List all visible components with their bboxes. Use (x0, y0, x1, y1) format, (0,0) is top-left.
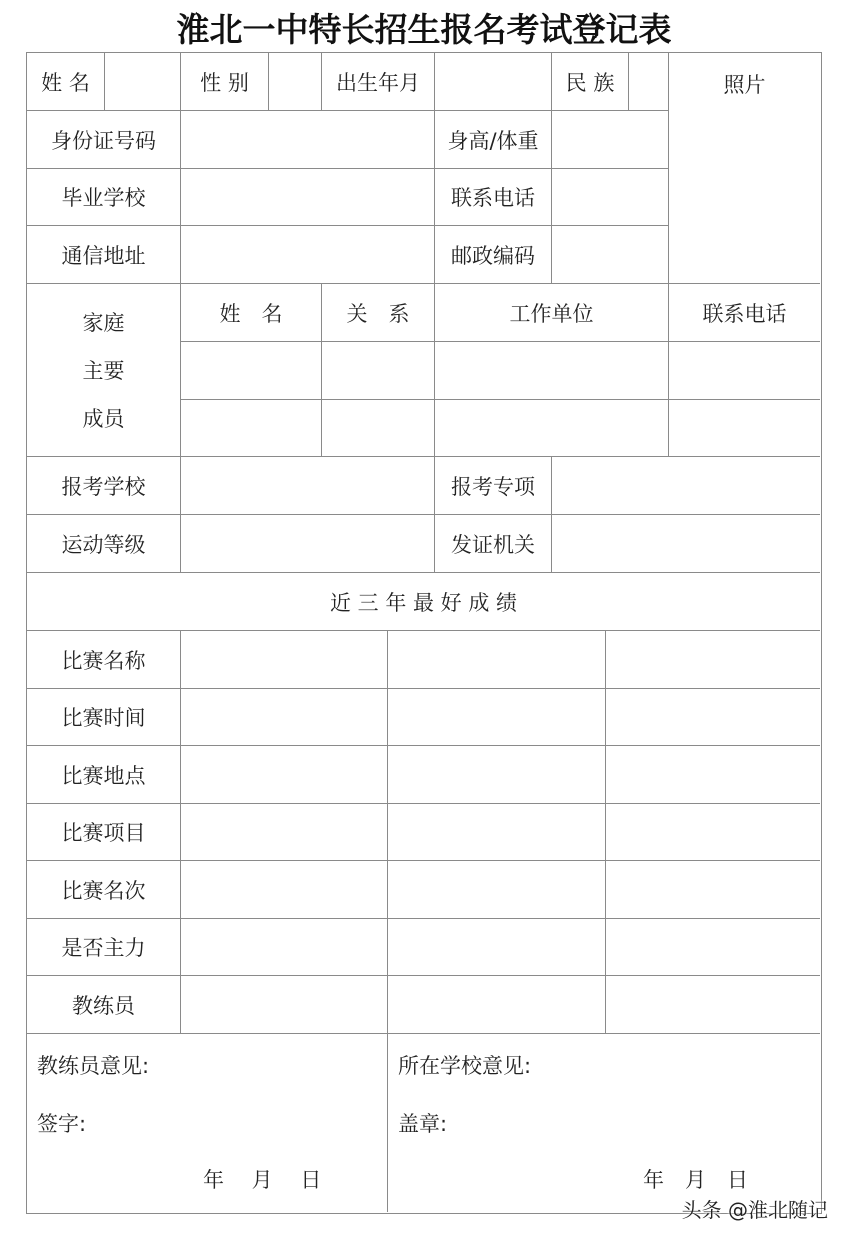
family-2-relation[interactable] (322, 400, 435, 457)
issuer-field[interactable] (552, 515, 820, 573)
result-coach-2[interactable] (388, 976, 606, 1034)
family-1-phone[interactable] (669, 342, 820, 400)
birth-field[interactable] (435, 53, 552, 111)
result-label-main-player: 是否主力 (27, 919, 181, 976)
apply-school-label: 报考学校 (27, 457, 181, 515)
family-2-phone[interactable] (669, 400, 820, 457)
name-label: 姓 名 (27, 53, 105, 111)
result-event-3[interactable] (606, 804, 820, 861)
coach-sign-label: 签字: (37, 1112, 87, 1136)
family-label-line-2: 主要 (82, 359, 125, 383)
result-main-player-2[interactable] (388, 919, 606, 976)
apply-school-field[interactable] (181, 457, 435, 515)
result-rank-3[interactable] (606, 861, 820, 919)
phone-field[interactable] (552, 169, 669, 226)
apply-specialty-label: 报考专项 (435, 457, 552, 515)
id-field[interactable] (181, 111, 435, 169)
result-coach-1[interactable] (181, 976, 388, 1034)
result-location-3[interactable] (606, 746, 820, 804)
family-2-name[interactable] (181, 400, 322, 457)
result-main-player-3[interactable] (606, 919, 820, 976)
result-rank-1[interactable] (181, 861, 388, 919)
height-weight-label: 身高/体重 (435, 111, 552, 169)
apply-specialty-field[interactable] (552, 457, 820, 515)
issuer-label: 发证机关 (435, 515, 552, 573)
postcode-label: 邮政编码 (435, 226, 552, 284)
coach-opinion-title: 教练员意见: (37, 1054, 150, 1078)
result-event-1[interactable] (181, 804, 388, 861)
name-field[interactable] (105, 53, 181, 111)
coach-date: 年 月 日 (203, 1168, 322, 1192)
family-2-workplace[interactable] (435, 400, 669, 457)
school-opinion-title: 所在学校意见: (398, 1054, 532, 1078)
result-name-2[interactable] (388, 631, 606, 689)
family-label (27, 284, 181, 457)
gender-label: 性 别 (181, 53, 269, 111)
height-weight-field[interactable] (552, 111, 669, 169)
result-location-1[interactable] (181, 746, 388, 804)
result-label-time: 比赛时间 (27, 689, 181, 746)
ethnicity-label: 民 族 (552, 53, 629, 111)
result-name-3[interactable] (606, 631, 820, 689)
result-name-1[interactable] (181, 631, 388, 689)
result-label-location: 比赛地点 (27, 746, 181, 804)
school-field[interactable] (181, 169, 435, 226)
result-label-rank: 比赛名次 (27, 861, 181, 919)
result-main-player-1[interactable] (181, 919, 388, 976)
coach-opinion-box[interactable] (27, 1034, 388, 1212)
address-label: 通信地址 (27, 226, 181, 284)
result-time-2[interactable] (388, 689, 606, 746)
birth-label: 出生年月 (322, 53, 435, 111)
results-section-title: 近 三 年 最 好 成 绩 (27, 573, 820, 631)
gender-field[interactable] (269, 53, 322, 111)
photo-label: 照片 (723, 73, 766, 97)
registration-form (26, 52, 822, 1214)
family-header-relation: 关 系 (322, 284, 435, 342)
family-1-workplace[interactable] (435, 342, 669, 400)
result-label-event: 比赛项目 (27, 804, 181, 861)
family-header-workplace: 工作单位 (435, 284, 669, 342)
form-title: 淮北一中特长招生报名考试登记表 (176, 10, 672, 49)
postcode-field[interactable] (552, 226, 669, 284)
phone-label: 联系电话 (435, 169, 552, 226)
family-1-name[interactable] (181, 342, 322, 400)
photo-box[interactable] (669, 53, 820, 284)
result-coach-3[interactable] (606, 976, 820, 1034)
school-date: 年 月 日 (643, 1168, 748, 1192)
sport-level-label: 运动等级 (27, 515, 181, 573)
watermark: 头条 @淮北随记 (681, 1198, 828, 1222)
family-header-phone: 联系电话 (669, 284, 820, 342)
result-time-1[interactable] (181, 689, 388, 746)
result-location-2[interactable] (388, 746, 606, 804)
family-label-line-3: 成员 (82, 407, 125, 431)
family-label-line-1: 家庭 (82, 311, 125, 335)
result-rank-2[interactable] (388, 861, 606, 919)
family-header-name: 姓 名 (181, 284, 322, 342)
family-1-relation[interactable] (322, 342, 435, 400)
school-opinion-box[interactable] (388, 1034, 820, 1212)
result-label-coach: 教练员 (27, 976, 181, 1034)
school-label: 毕业学校 (27, 169, 181, 226)
school-seal-label: 盖章: (398, 1112, 448, 1136)
address-field[interactable] (181, 226, 435, 284)
id-label: 身份证号码 (27, 111, 181, 169)
sport-level-field[interactable] (181, 515, 435, 573)
result-time-3[interactable] (606, 689, 820, 746)
result-label-name: 比赛名称 (27, 631, 181, 689)
ethnicity-field[interactable] (629, 53, 669, 111)
result-event-2[interactable] (388, 804, 606, 861)
